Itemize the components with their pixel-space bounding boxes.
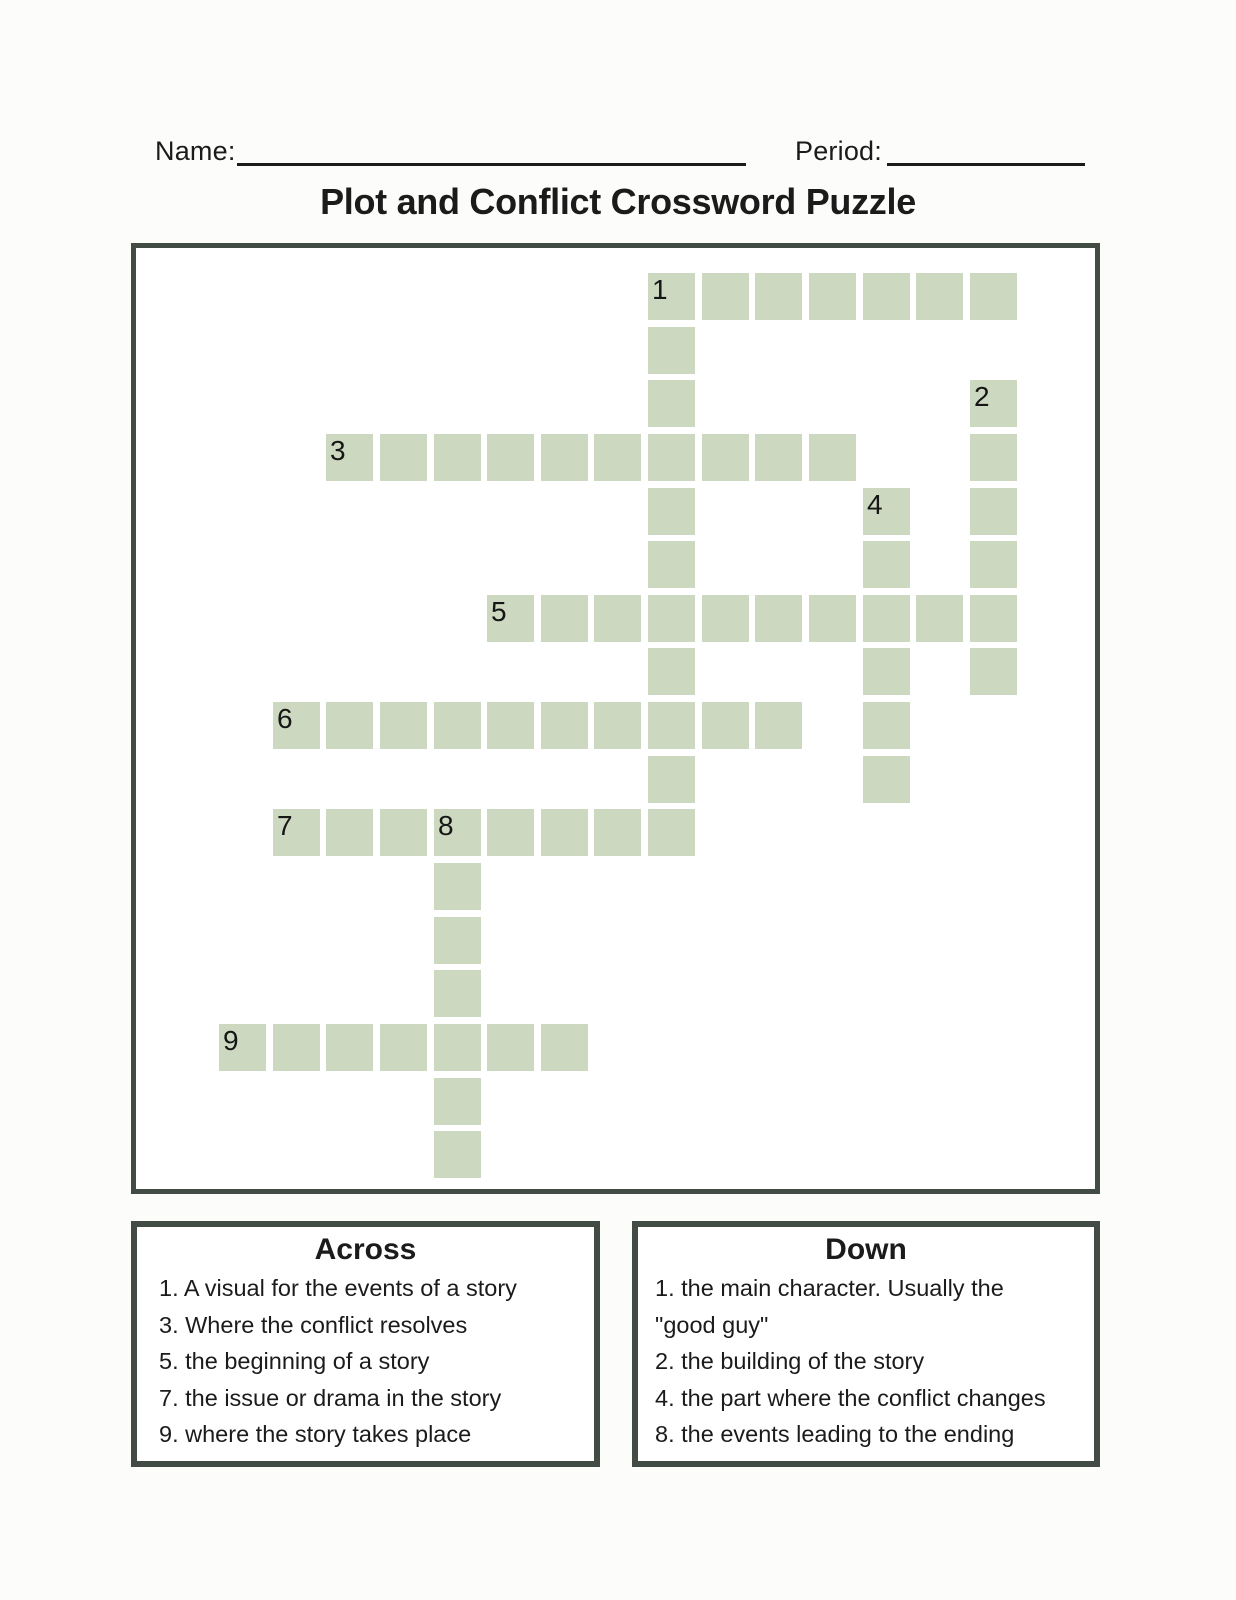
grid-cell[interactable]: [648, 648, 695, 695]
grid-cell[interactable]: [863, 488, 910, 535]
grid-cell[interactable]: [434, 702, 481, 749]
clue: 4. the part where the conflict changes: [655, 1384, 1046, 1411]
cell-number: 9: [223, 1025, 239, 1056]
page-title: Plot and Conflict Crossword Puzzle: [320, 181, 916, 222]
grid-cell[interactable]: [326, 702, 373, 749]
grid-cell[interactable]: [648, 702, 695, 749]
grid-cell[interactable]: [863, 756, 910, 803]
grid-cell[interactable]: [380, 809, 427, 856]
grid-cell[interactable]: [702, 702, 749, 749]
crossword-grid: [131, 243, 1100, 1194]
cell-number: 4: [867, 489, 883, 520]
grid-cell[interactable]: [219, 1024, 266, 1071]
grid-cell[interactable]: [970, 380, 1017, 427]
grid-cell[interactable]: [434, 434, 481, 481]
grid-cell[interactable]: [970, 273, 1017, 320]
cell-number: 3: [330, 435, 346, 466]
grid-cell[interactable]: [326, 1024, 373, 1071]
grid-cell[interactable]: [380, 434, 427, 481]
grid-cell[interactable]: [541, 702, 588, 749]
grid-cell[interactable]: [434, 1078, 481, 1125]
grid-cell[interactable]: [594, 595, 641, 642]
grid-cell[interactable]: [648, 327, 695, 374]
grid-cell[interactable]: [380, 702, 427, 749]
grid-cell[interactable]: [273, 1024, 320, 1071]
down-clues-box: [632, 1221, 1100, 1467]
grid-cell[interactable]: [541, 595, 588, 642]
grid-cell[interactable]: [916, 273, 963, 320]
clue: 3. Where the conflict resolves: [159, 1311, 468, 1338]
grid-cell[interactable]: [541, 809, 588, 856]
grid-cell[interactable]: [487, 595, 534, 642]
grid-cell[interactable]: [970, 488, 1017, 535]
grid-cell[interactable]: [809, 434, 856, 481]
grid-cell[interactable]: [434, 809, 481, 856]
name-label: Name:: [155, 136, 236, 166]
grid-cell[interactable]: [970, 541, 1017, 588]
grid-cell[interactable]: [648, 809, 695, 856]
grid-cell[interactable]: [970, 595, 1017, 642]
down-title: Down: [825, 1233, 907, 1266]
grid-cell[interactable]: [755, 702, 802, 749]
clue: 7. the issue or drama in the story: [159, 1384, 502, 1411]
cell-number: 6: [277, 703, 293, 734]
grid-cell[interactable]: [648, 595, 695, 642]
grid-cell[interactable]: [487, 434, 534, 481]
grid-cell[interactable]: [273, 702, 320, 749]
grid-cell[interactable]: [487, 1024, 534, 1071]
grid-cell[interactable]: [380, 1024, 427, 1071]
grid-cell[interactable]: [648, 488, 695, 535]
cell-number: 7: [277, 810, 293, 841]
clue: "good guy": [655, 1311, 769, 1338]
clue: 2. the building of the story: [655, 1348, 925, 1375]
grid-cell[interactable]: [273, 809, 320, 856]
clue: 5. the beginning of a story: [159, 1348, 430, 1375]
grid-cell[interactable]: [916, 595, 963, 642]
grid-cell[interactable]: [863, 648, 910, 695]
grid-cell[interactable]: [702, 273, 749, 320]
clue: 9. where the story takes place: [159, 1421, 472, 1448]
grid-cell[interactable]: [594, 702, 641, 749]
grid-cell[interactable]: [863, 273, 910, 320]
clue: 1. A visual for the events of a story: [159, 1275, 517, 1301]
grid-cell[interactable]: [863, 702, 910, 749]
grid-cell[interactable]: [755, 434, 802, 481]
grid-cell[interactable]: [487, 702, 534, 749]
grid-cell[interactable]: [434, 917, 481, 964]
grid-cell[interactable]: [434, 1131, 481, 1178]
grid-cell[interactable]: [594, 434, 641, 481]
grid-cell[interactable]: [434, 863, 481, 910]
grid-cell[interactable]: [809, 595, 856, 642]
grid-cell[interactable]: [809, 273, 856, 320]
grid-cell[interactable]: [970, 648, 1017, 695]
grid-cell[interactable]: [487, 809, 534, 856]
grid-cell[interactable]: [541, 434, 588, 481]
clue: 1. the main character. Usually the: [655, 1275, 1004, 1301]
grid-cell[interactable]: [648, 273, 695, 320]
grid-cell[interactable]: [702, 595, 749, 642]
period-label: Period:: [795, 136, 882, 166]
grid-cell[interactable]: [648, 380, 695, 427]
cell-number: 2: [974, 381, 990, 412]
grid-cell[interactable]: [755, 595, 802, 642]
grid-cell[interactable]: [702, 434, 749, 481]
grid-cell[interactable]: [594, 809, 641, 856]
grid-cell[interactable]: [863, 595, 910, 642]
name-blank-line[interactable]: [237, 163, 746, 166]
across-title: Across: [314, 1233, 417, 1266]
grid-cell[interactable]: [434, 970, 481, 1017]
cell-number: 1: [652, 274, 668, 305]
clue: 8. the events leading to the ending: [655, 1421, 1015, 1448]
down-clue-list: [638, 1270, 1094, 1453]
across-clue-list: [137, 1270, 594, 1453]
grid-cell[interactable]: [648, 756, 695, 803]
grid-cell[interactable]: [863, 541, 910, 588]
grid-cell[interactable]: [648, 541, 695, 588]
grid-cell[interactable]: [326, 434, 373, 481]
grid-cell[interactable]: [541, 1024, 588, 1071]
grid-cell[interactable]: [648, 434, 695, 481]
grid-cell[interactable]: [326, 809, 373, 856]
cell-number: 8: [438, 810, 454, 841]
grid-cell[interactable]: [970, 434, 1017, 481]
grid-cell[interactable]: [755, 273, 802, 320]
cell-number: 5: [491, 596, 507, 627]
across-clues-box: [131, 1221, 600, 1467]
period-blank-line[interactable]: [887, 163, 1085, 166]
grid-cell[interactable]: [434, 1024, 481, 1071]
